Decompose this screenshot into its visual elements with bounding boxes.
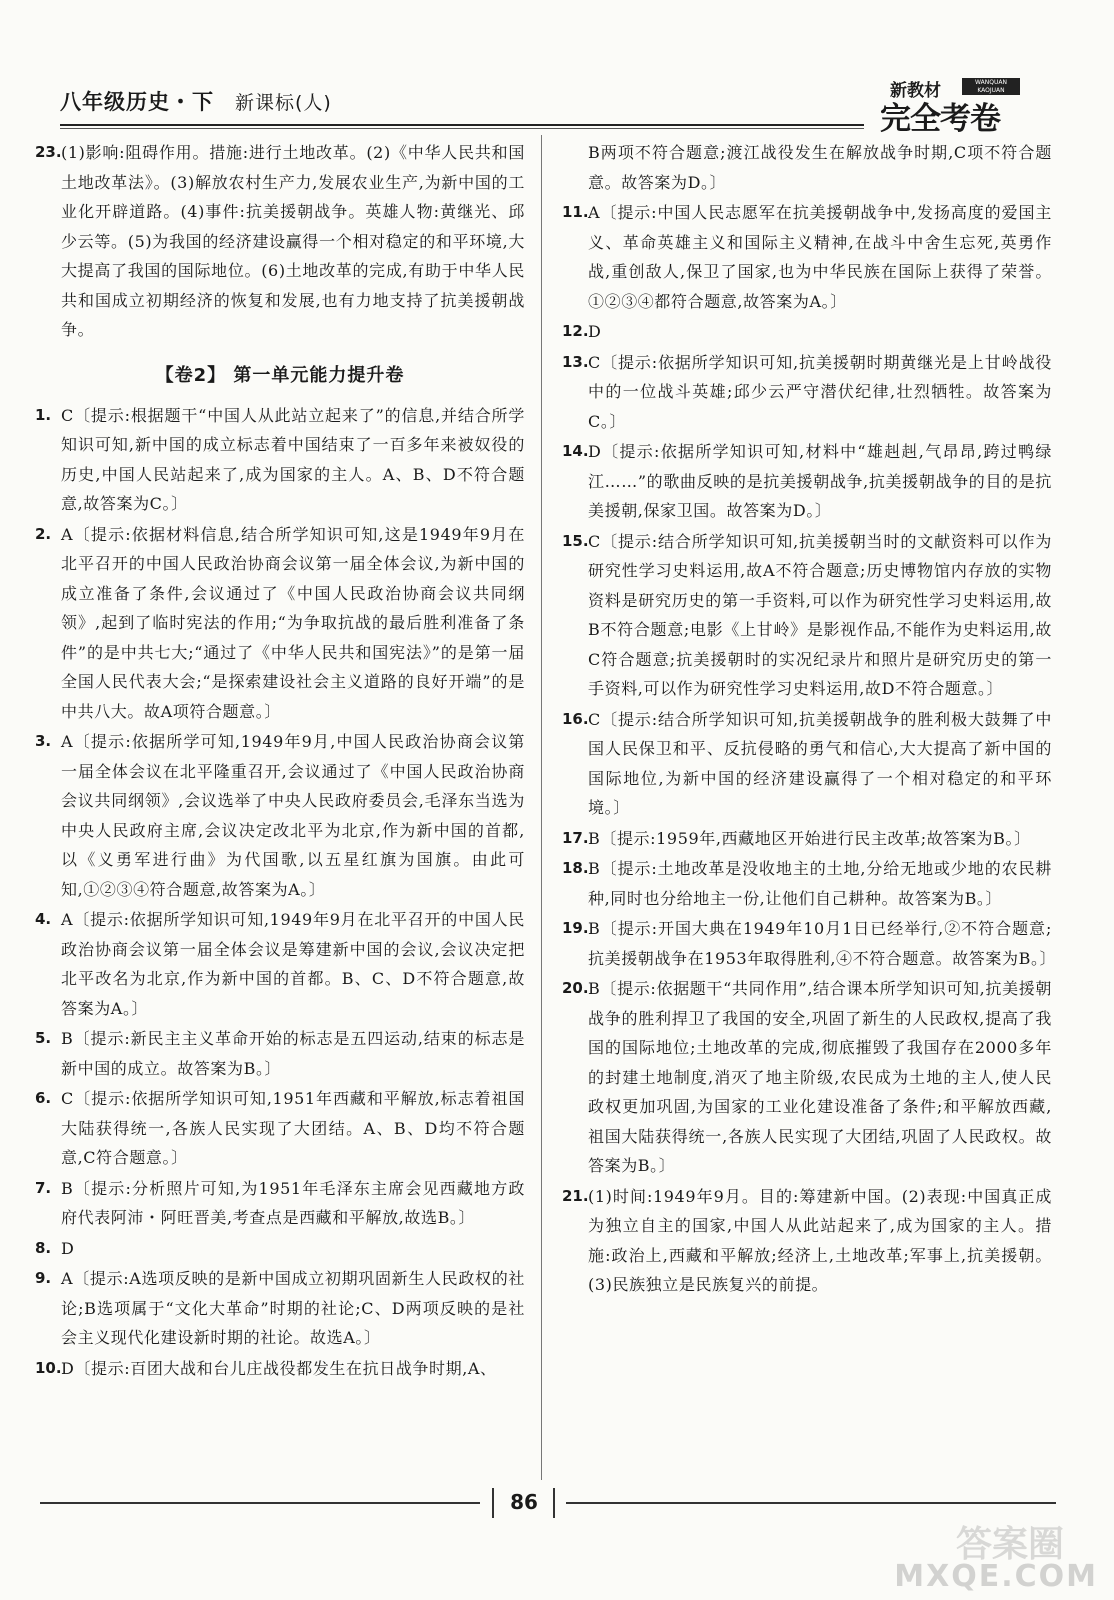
answer-item xyxy=(562,317,1052,347)
item-text: B〔提示:新民主主义革命开始的标志是五四运动,结束的标志是新中国的成立。故答案为B。〕 xyxy=(61,1029,525,1078)
answer-item xyxy=(35,520,525,727)
answer-item xyxy=(35,1174,525,1233)
item-number: 1. xyxy=(35,405,52,424)
item-number: 16. xyxy=(562,709,589,728)
answer-item xyxy=(562,824,1052,854)
item-number: 7. xyxy=(35,1178,52,1197)
item-text: B〔提示:分析照片可知,为1951年毛泽东主席会见西藏地方政府代表阿沛・阿旺晋美,考查点是西藏和平解放,故选B。〕 xyxy=(61,1178,525,1227)
item-number: 14. xyxy=(562,442,589,460)
header-rule xyxy=(60,124,864,126)
page-number: 86 xyxy=(510,1490,538,1514)
answer-item xyxy=(35,138,525,345)
item-text: A〔提示:依据所学可知,1949年9月,中国人民政治协商会议第一届全体会议在北平隆重召开,会议通过了《中国人民政治协商会议共同纲领》,会议选举了中央人民政府委员会,毛泽东当选为中央人民政府主席,会议决定改北平为北京,作为新中国的首都,以《义勇军进行曲》为代国歌,以五星红旗为国旗。由此可知,①②③④符合题意,故答案为A。〕 xyxy=(61,732,525,899)
item-number: 5. xyxy=(35,1029,52,1047)
item-number: 11. xyxy=(562,203,589,221)
item-number: 3. xyxy=(35,732,52,750)
item-text: C〔提示:结合所学知识可知,抗美援朝战争的胜利极大鼓舞了中国人民保卫和平、反抗侵略的勇气和信心,大大提高了新中国的国际地位,为新中国的经济建设赢得了一个相对稳定的和平环境。〕 xyxy=(588,709,1052,817)
watermark-url: MXQE.COM xyxy=(894,1559,1098,1594)
item-text: C〔提示:依据所学知识可知,抗美援朝时期黄继光是上甘岭战役中的一位战斗英雄;邱少云严守潜伏纪律,壮烈牺牲。故答案为C。〕 xyxy=(588,352,1052,431)
item-text: A〔提示:中国人民志愿军在抗美援朝战争中,发扬高度的爱国主义、革命英雄主义和国际主义精神,在战斗中舍生忘死,英勇作战,重创敌人,保卫了国家,也为中华民族在国际上获得了荣誉。①②③④都符合题意,故答案为A。〕 xyxy=(588,203,1052,311)
item-number: 10. xyxy=(35,1358,62,1377)
answer-item xyxy=(35,1354,525,1384)
item-text: C〔提示:根据题干“中国人从此站立起来了”的信息,并结合所学知识可知,新中国的成立标志着中国结束了一百多年来被奴役的历史,中国人民站起来了,成为国家的主人。A、B、D不符合题意,故答案为C。〕 xyxy=(61,405,525,513)
brand-logo xyxy=(880,76,1080,137)
item-text: B〔提示:依据题干“共同作用”,结合课本所学知识可知,抗美援朝战争的胜利捍卫了我国的安全,巩固了新生的人民政权,提高了我国的国际地位;土地改革的完成,彻底摧毁了我国存在2000多年的封建土地制度,消灭了地主阶级,农民成为土地的主人,使人民政权更加巩固,为国家的工业化建设准备了条件;和平解放西藏,祖国大陆获得统一,各族人民实现了大团结,巩固了人民政权。故答案为B。〕 xyxy=(588,979,1052,1175)
answer-item xyxy=(562,974,1052,1181)
answer-item xyxy=(562,914,1057,973)
item-number: 21. xyxy=(562,1186,589,1205)
brand-main-text: 完全考卷 xyxy=(880,101,1000,137)
watermark-logo-text: 答案圈 xyxy=(955,1524,1064,1565)
item-number: 23. xyxy=(35,143,62,161)
item-text: A〔提示:A选项反映的是新中国成立初期巩固新生人民政权的社论;B选项属于“文化大革命”时期的社论;C、D两项反映的是社会主义现代化建设新时期的社论。故选A。〕 xyxy=(61,1269,525,1347)
item-text: D xyxy=(61,1238,75,1258)
brand-pinyin: WANQUAN KAOJUAN xyxy=(962,78,1020,95)
footer-rule-left xyxy=(40,1502,480,1504)
right-column xyxy=(562,138,1057,1301)
answer-item xyxy=(562,527,1052,704)
item-number: 12. xyxy=(562,322,589,340)
item-number: 2. xyxy=(35,524,52,543)
footer-bar-right xyxy=(553,1488,555,1518)
answer-item-continued xyxy=(562,138,1052,197)
answer-item xyxy=(35,727,525,904)
header-rule-thin xyxy=(60,128,864,129)
brand-top-text: 新教材 xyxy=(890,81,941,101)
item-number: 13. xyxy=(562,352,589,371)
answer-item xyxy=(562,854,1052,913)
item-text: D〔提示:百团大战和台儿庄战役都发生在抗日战争时期,A、 xyxy=(61,1358,497,1378)
section-title: 【卷2】 第一单元能力提升卷 xyxy=(155,364,405,386)
item-number: 6. xyxy=(35,1089,52,1107)
answer-item xyxy=(562,198,1052,316)
answer-item xyxy=(562,348,1052,437)
item-text: C〔提示:结合所学知识可知,抗美援朝当时的文献资料可以作为研究性学习史料运用,故A不符合题意;历史博物馆内存放的实物资料是研究历史的第一手资料,可以作为研究性学习史料运用,故B不符合题意;电影《上甘岭》是影视作品,不能作为史料运用,故C符合题意;抗美援朝时的实况纪录片和照片是研究历史的第一手资料,可以作为研究性学习史料运用,故D不符合题意。〕 xyxy=(588,531,1052,698)
page-header xyxy=(40,78,1080,137)
item-text: A〔提示:依据所学知识可知,1949年9月在北平召开的中国人民政治协商会议第一届全体会议是筹建新中国的会议,会议决定把北平改名为北京,作为新中国的首都。B、C、D不符合题意,故答案为A。〕 xyxy=(61,910,525,1018)
subject-title: 八年级历史・下 xyxy=(60,90,214,114)
footer-rule-right xyxy=(566,1502,1056,1504)
answer-item xyxy=(35,1024,525,1083)
watermark xyxy=(894,1516,1104,1596)
item-text: D〔提示:依据所学知识可知,材料中“雄赳赳,气昂昂,跨过鸭绿江……”的歌曲反映的是抗美援朝战争,抗美援朝战争的目的是抗美援朝,保家卫国。故答案为D。〕 xyxy=(588,442,1052,520)
item-text: D xyxy=(588,322,602,341)
item-text: C〔提示:依据所学知识可知,1951年西藏和平解放,标志着祖国大陆获得统一,各族人民实现了大团结。A、B、D均不符合题意,C符合题意。〕 xyxy=(61,1089,525,1167)
item-text: (1)影响:阻碍作用。措施:进行土地改革。(2)《中华人民共和国土地改革法》。(3)解放农村生产力,发展农业生产,为新中国的工业化开辟道路。(4)事件:抗美援朝战争。英雄人物:黄继光、邱少云等。(5)为我国的经济建设赢得一个相对稳定的和平环境,大大提高了我国的国际地位。(6)土地改革的完成,有助于中华人民共和国成立初期经济的恢复和发展,也有力地支持了抗美援朝战争。 xyxy=(61,143,525,339)
item-number: 17. xyxy=(562,828,589,847)
footer-bar-left xyxy=(492,1488,494,1518)
answer-item xyxy=(562,705,1052,823)
item-text: B〔提示:土地改革是没收地主的土地,分给无地或少地的农民耕种,同时也分给地主一份,让他们自己耕种。故答案为B。〕 xyxy=(588,859,1052,908)
item-number: 18. xyxy=(562,859,589,877)
item-text: A〔提示:依据材料信息,结合所学知识可知,这是1949年9月在北平召开的中国人民政治协商会议第一届全体会议,为新中国的成立准备了条件,会议通过了《中国人民政治协商会议共同纲领》,起到了临时宪法的作用;“为争取抗战的最后胜利准备了条件”的是中共七大;“通过了《中华人民共和国宪法》”的是第一届全国人民代表大会;“是探索建设社会主义道路的良好开端”的是中共八大。故A项符合题意。〕 xyxy=(61,524,525,721)
answer-item xyxy=(35,1084,525,1173)
answer-item xyxy=(35,1264,525,1353)
item-number: 9. xyxy=(35,1269,52,1287)
item-text: (1)时间:1949年9月。目的:筹建新中国。(2)表现:中国真正成为独立自主的国家,中国人从此站起来了,成为国家的主人。措施:政治上,西藏和平解放;经济上,土地改革;军事上,抗美援朝。(3)民族独立是民族复兴的前提。 xyxy=(588,1186,1052,1294)
item-number: 4. xyxy=(35,910,52,928)
item-number: 15. xyxy=(562,531,589,550)
answer-item xyxy=(562,1182,1052,1300)
left-column xyxy=(35,138,525,1384)
answer-item xyxy=(35,401,525,519)
item-number: 20. xyxy=(562,979,589,997)
column-divider xyxy=(541,135,542,1480)
answer-item xyxy=(35,905,525,1023)
edition-label: 新课标(人) xyxy=(235,92,332,114)
item-number: 19. xyxy=(562,919,589,937)
item-text: B〔提示:开国大典在1949年10月1日已经举行,②不符合题意;抗美援朝战争在1953年取得胜利,④不符合题意。故答案为B。〕 xyxy=(588,919,1057,968)
answer-item xyxy=(562,437,1052,526)
item-text: B两项不符合题意;渡江战役发生在解放战争时期,C项不符合题意。故答案为D。〕 xyxy=(588,143,1052,192)
item-number: 8. xyxy=(35,1238,52,1257)
answer-item xyxy=(35,1234,525,1264)
item-text: B〔提示:1959年,西藏地区开始进行民主改革;故答案为B。〕 xyxy=(588,828,1031,848)
